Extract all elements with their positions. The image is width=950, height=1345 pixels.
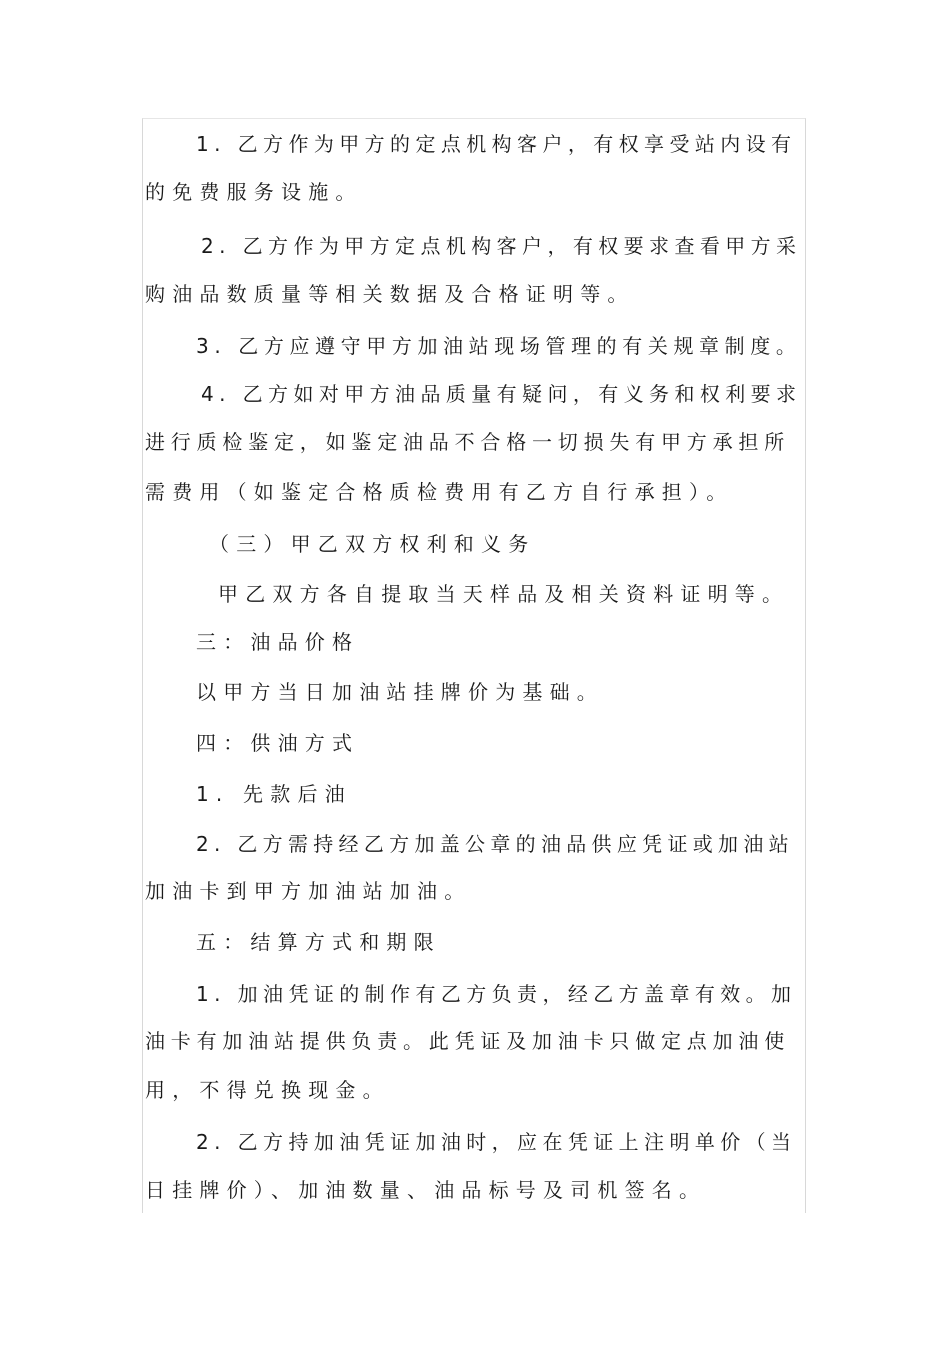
text-line: 进行质检鉴定，如鉴定油品不合格一切损失有甲方承担所 (145, 430, 790, 454)
text-line: 的免费服务设施。 (145, 180, 363, 204)
text-line: 1. 加油凭证的制作有乙方负责，经乙方盖章有效。加 (196, 982, 797, 1006)
section-heading: 三：油品价格 (196, 630, 360, 654)
text-line: 购油品数质量等相关数据及合格证明等。 (145, 282, 635, 306)
text-line: 需费用（如鉴定合格质检费用有乙方自行承担）。 (145, 480, 734, 504)
section-heading: 五：结算方式和期限 (196, 930, 441, 954)
text-line: 1. 乙方作为甲方的定点机构客户，有权享受站内设有 (196, 132, 797, 156)
text-line: 2. 乙方需持经乙方加盖公章的油品供应凭证或加油站 (196, 832, 794, 856)
section-heading: 四：供油方式 (196, 731, 360, 755)
section-heading: （三）甲乙双方权利和义务 (209, 532, 536, 556)
text-line: 2. 乙方作为甲方定点机构客户，有权要求查看甲方采 (201, 234, 802, 258)
text-line: 4. 乙方如对甲方油品质量有疑问，有义务和权利要求 (201, 382, 802, 406)
text-line: 1. 先款后油 (196, 782, 352, 806)
text-line: 以甲方当日加油站挂牌价为基础。 (196, 680, 604, 704)
text-line: 用，不得兑换现金。 (145, 1078, 390, 1102)
text-line: 日挂牌价）、加油数量、油品标号及司机签名。 (145, 1178, 707, 1202)
text-line: 加油卡到甲方加油站加油。 (145, 879, 472, 903)
text-line: 3. 乙方应遵守甲方加油站现场管理的有关规章制度。 (196, 334, 802, 358)
text-line: 油卡有加油站提供负责。此凭证及加油卡只做定点加油使 (145, 1029, 790, 1053)
text-line: 2. 乙方持加油凭证加油时，应在凭证上注明单价（当 (196, 1130, 797, 1154)
text-line: 甲乙双方各自提取当天样品及相关资料证明等。 (218, 582, 790, 606)
